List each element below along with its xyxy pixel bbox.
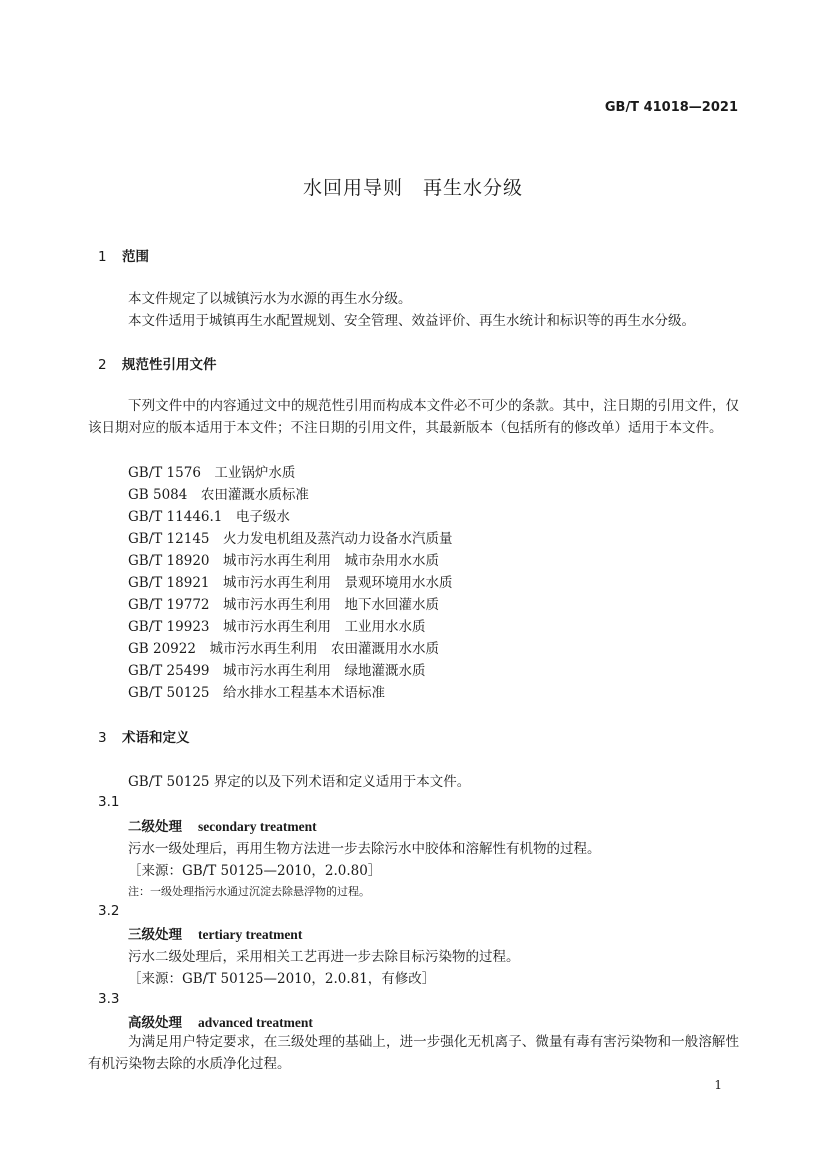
section-number: 3 [98,730,107,746]
reference-item [128,549,439,569]
reference-code: GB/T 19923 [128,619,210,635]
reference-name: 农田灌溉水质标准 [200,487,309,503]
section-title: 范围 [122,249,149,265]
reference-item [128,461,295,481]
reference-name: 工业锅炉水质 [214,465,296,481]
reference-name: 城市污水再生利用 工业用水水质 [223,619,426,635]
reference-item [128,681,385,701]
term-zh: 二级处理 [128,819,182,835]
term-heading [128,923,302,943]
reference-item [128,505,290,525]
reference-name: 火力发电机组及蒸汽动力设备水汽质量 [223,531,453,547]
reference-code: GB/T 1576 [128,465,201,481]
reference-name: 城市污水再生利用 景观环境用水水质 [223,575,453,591]
reference-item [128,615,426,635]
terms-intro: GB/T 50125 界定的以及下列术语和定义适用于本文件。 [128,774,471,790]
reference-item [128,483,309,503]
scope-paragraph-2: 本文件适用于城镇再生水配置规划、安全管理、效益评价、再生水统计和标识等的再生水分级。 [128,313,695,329]
reference-code: GB/T 11446.1 [128,509,223,525]
reference-code: GB 20922 [128,641,196,657]
term-heading [128,815,317,835]
reference-code: GB/T 12145 [128,531,210,547]
standard-code: GB/T 41018—2021 [604,100,738,115]
section-number: 2 [98,357,107,373]
term-zh: 三级处理 [128,927,182,943]
reference-name: 城市污水再生利用 绿地灌溉水质 [223,663,426,679]
reference-name: 电子级水 [235,509,290,525]
reference-code: GB/T 50125 [128,685,210,701]
term-en: advanced treatment [198,1015,313,1030]
term-heading [128,1011,313,1031]
section-1-heading [98,245,149,265]
section-title: 规范性引用文件 [122,357,217,373]
section-title: 术语和定义 [122,730,190,746]
reference-item [128,637,439,657]
reference-item [128,659,426,679]
reference-code: GB/T 25499 [128,663,210,679]
term-number: 3.1 [98,794,120,810]
term-number: 3.3 [98,991,120,1007]
reference-name: 给水排水工程基本术语标准 [223,685,385,701]
page-number: 1 [714,1078,722,1092]
term-definition: 污水一级处理后，再用生物方法进一步去除污水中胶体和溶解性有机物的过程。 [128,841,601,857]
reference-item [128,593,439,613]
document-title: 水回用导则 再生水分级 [302,177,523,199]
definition-text: 为满足用户特定要求，在三级处理的基础上，进一步强化无机离子、微量有毒有害污染物和一般溶解性有机污染物去除的水质净化过程。 [88,1034,739,1072]
term-note: 注：一级处理指污水通过沉淀去除悬浮物的过程。 [128,885,370,898]
term-definition [88,1031,739,1075]
scope-paragraph-1: 本文件规定了以城镇污水为水源的再生水分级。 [128,291,412,307]
term-definition: 污水二级处理后，采用相关工艺再进一步去除目标污染物的过程。 [128,949,520,965]
intro-text: 下列文件中的内容通过文中的规范性引用而构成本文件必不可少的条款。其中，注日期的引用文件，仅该日期对应的版本适用于本文件；不注日期的引用文件，其最新版本（包括所有的修改单）适用于本文件。 [88,398,739,436]
reference-code: GB/T 18921 [128,575,210,591]
reference-code: GB/T 19772 [128,597,210,613]
term-number: 3.2 [98,903,120,919]
term-source: ［来源：GB/T 50125—2010，2.0.81，有修改］ [128,971,436,987]
term-source: ［来源：GB/T 50125—2010，2.0.80］ [128,863,382,879]
term-zh: 高级处理 [128,1015,182,1031]
term-en: secondary treatment [198,819,317,834]
reference-item [128,571,453,591]
term-en: tertiary treatment [198,927,303,942]
reference-name: 城市污水再生利用 农田灌溉用水水质 [209,641,439,657]
reference-name: 城市污水再生利用 城市杂用水水质 [223,553,439,569]
reference-name: 城市污水再生利用 地下水回灌水质 [223,597,439,613]
normative-references-intro [88,395,739,439]
section-3-heading [98,726,190,746]
reference-code: GB 5084 [128,487,188,503]
section-number: 1 [98,249,107,265]
reference-code: GB/T 18920 [128,553,210,569]
reference-item [128,527,453,547]
section-2-heading [98,353,217,373]
